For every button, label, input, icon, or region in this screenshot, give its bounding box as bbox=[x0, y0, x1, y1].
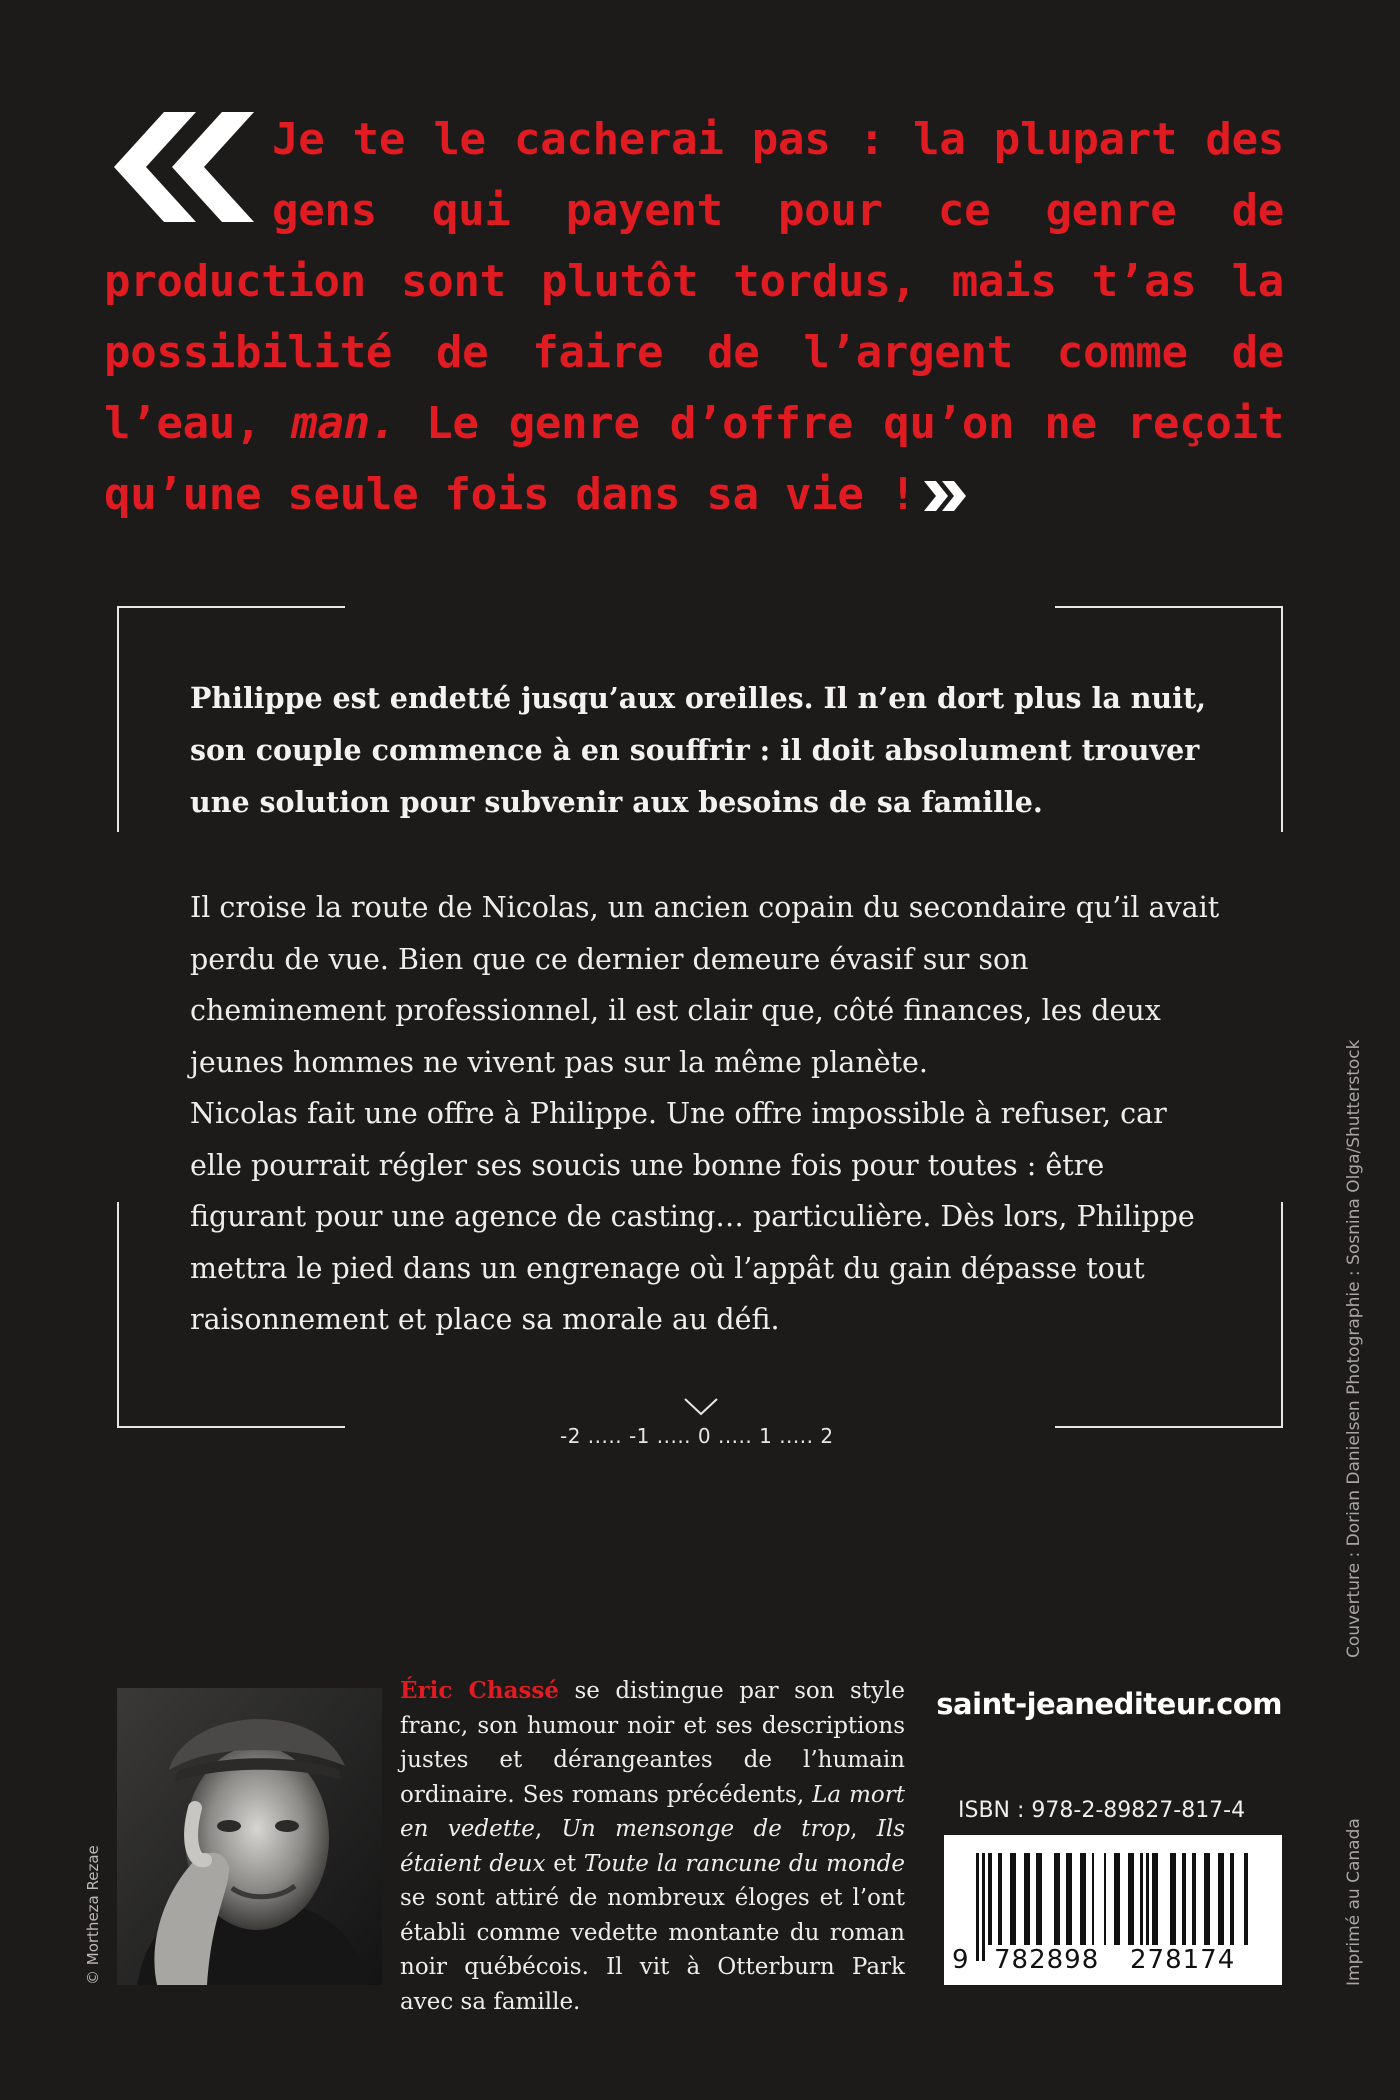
barcode-digit-first: 9 bbox=[952, 1945, 969, 1975]
quote-text-end: Le genre d’offre qu’on ne reçoit qu’une seule fois dans sa vie ! bbox=[104, 398, 1284, 520]
quote-text-start: Je te le cacherai pas : la plupart des gens qui payent pour ce genre de production sont plutôt tordus, mais t’as la possibilité de faire de l’argent comme de l’eau, bbox=[104, 114, 1284, 449]
author-bio: Éric Chassé se distingue par son style franc, son humour noir et ses descriptions justes et dérangeantes de l’humain ordinaire. Ses romans précédents, La mort en vedette, Un mensonge de trop, Ils étaient deux et Toute la rancune du monde se sont attiré de nombreux éloges et l’ont établi comme vedette montante du roman noir québécois. Il vit à Otterburn Park avec sa famille. bbox=[400, 1677, 906, 2015]
barcode-group-1: 782898 bbox=[988, 1945, 1105, 1975]
barcode bbox=[944, 1835, 1282, 1985]
cover-credits: Couverture : Dorian Danielsen Photographie : Sosnina Olga/Shutterstock bbox=[1344, 1039, 1364, 1658]
synopsis-body bbox=[190, 882, 1220, 1346]
book-title: Toute la rancune du monde bbox=[583, 1850, 905, 1877]
book-title: Un mensonge de trop bbox=[561, 1816, 851, 1842]
author-name: Éric Chassé bbox=[400, 1677, 559, 1704]
pull-quote bbox=[104, 104, 1284, 520]
isbn-label: ISBN : 978-2-89827-817-4 bbox=[958, 1798, 1246, 1823]
book-title: La mort en vedette bbox=[400, 1781, 905, 1842]
chevron-down-icon bbox=[683, 1397, 719, 1417]
synopsis-lead: Philippe est endetté jusqu’aux oreilles. Il n’en dort plus la nuit, son couple commence à en souffrir : il doit absolument trouver une solution pour subvenir aux besoins de sa famille. bbox=[190, 681, 1207, 819]
barcode-group-2: 278174 bbox=[1124, 1945, 1241, 1975]
author-photo bbox=[117, 1688, 382, 1985]
synopsis-paragraph-2: Nicolas fait une offre à Philippe. Une offre impossible à refuser, car elle pourrait régler ses soucis une bonne fois pour toutes : être figurant pour une agence de casting… particulière. Dès lors, Philippe mettra le pied dans un engrenage où l’appât du gain dépasse tout raisonnement et place sa morale au défi. bbox=[190, 1097, 1195, 1336]
rating-scale: -2 ..... -1 ..... 0 ..... 1 ..... 2 bbox=[560, 1424, 834, 1448]
publisher-website[interactable]: saint-jeanediteur.com bbox=[936, 1687, 1282, 1721]
book-title: Ils étaient deux bbox=[400, 1816, 906, 1877]
synopsis-paragraph-1: Il croise la route de Nicolas, un ancien copain du secondaire qu’il avait perdu de vue. Bien que ce dernier demeure évasif sur son cheminement professionnel, il est clair que, côté finances, les deux jeunes hommes ne vivent pas sur la même planète. bbox=[190, 891, 1220, 1079]
quote-emphasis: man. bbox=[291, 398, 397, 449]
quote-text bbox=[104, 104, 1284, 530]
printed-in-canada: Imprimé au Canada bbox=[1344, 1818, 1364, 1986]
close-quote-icon bbox=[924, 481, 968, 511]
